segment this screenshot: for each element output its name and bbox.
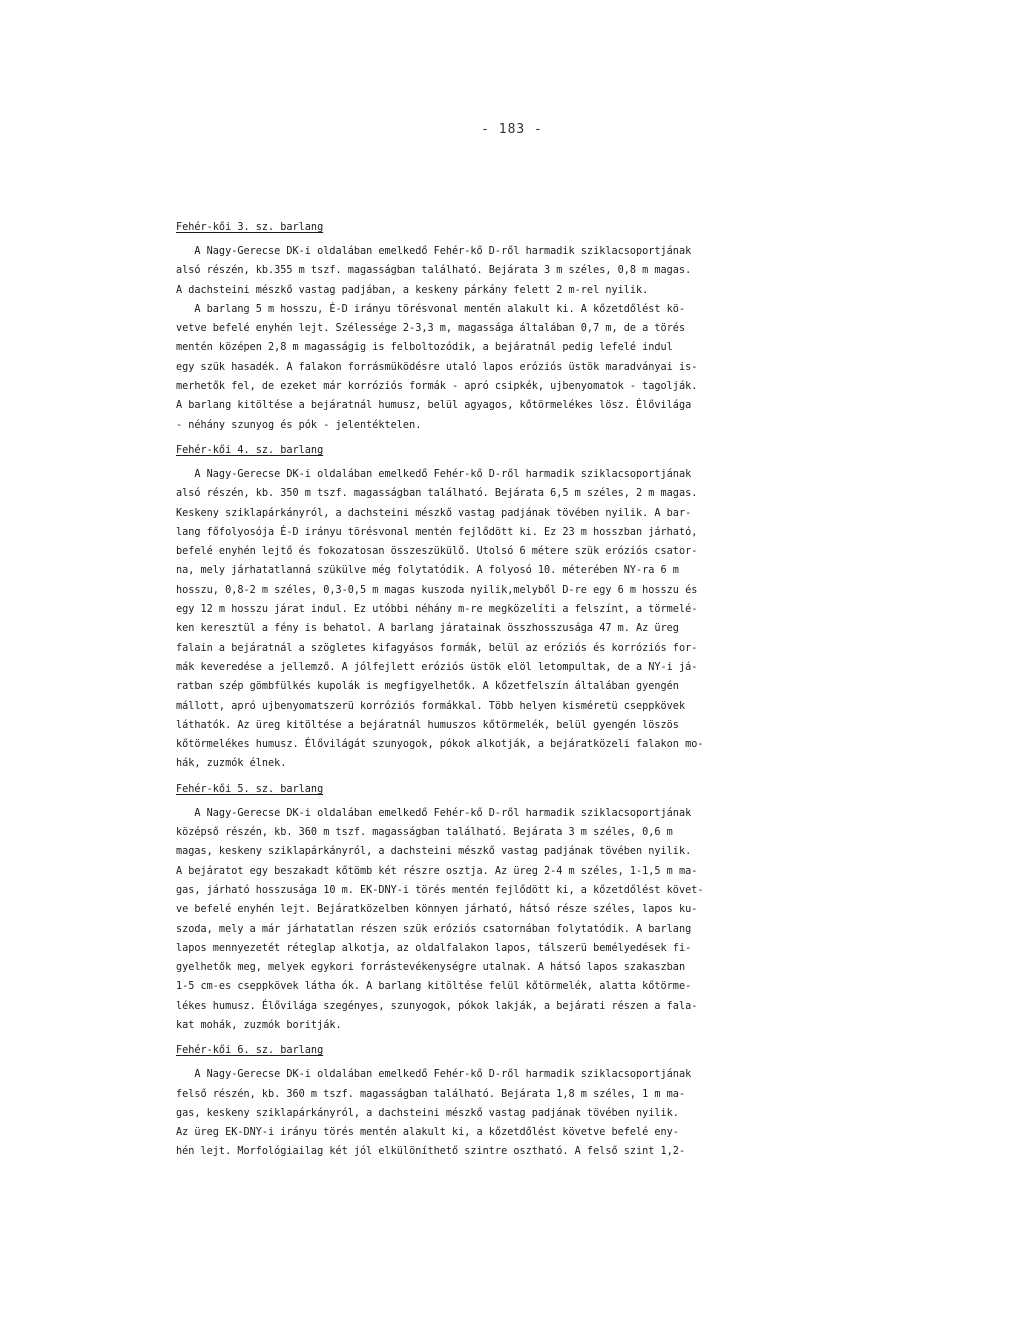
text-line: felső részén, kb. 360 m tszf. magasságban található. Bejárata 1,8 m széles, 1 m ma- [176, 1088, 686, 1100]
text-line: szoda, mely a már járhatatlan részen szük eróziós csatornában folytatódik. A barlang [176, 923, 692, 935]
text-line: Az üreg EK-DNY-i irányu törés mentén alakult ki, a kőzetdőlést követve befelé eny- [176, 1127, 679, 1139]
text-line: lékes humusz. Élővilága szegényes, szunyogok, pókok lakják, a bejárati részen a fala- [176, 1000, 698, 1012]
page-number: - 183 - [481, 122, 543, 137]
text-line: vetve befelé enyhén lejt. Szélessége 2-3,3 m, magassága általában 0,7 m, de a törés [176, 323, 686, 335]
section-cave-3 [176, 218, 846, 435]
text-line: lapos mennyezetét réteglap alkotja, az oldalfalakon lapos, tálszerü bemélyedések fi- [176, 942, 692, 954]
text-line: A dachsteini mészkő vastag padjában, a keskeny párkány felett 2 m-rel nyilik. [176, 284, 649, 296]
text-line: ken keresztül a fény is behatol. A barlang járatainak összhosszusága 47 m. Az üreg [176, 623, 679, 635]
text-line: Keskeny sziklapárkányról, a dachsteini mészkő vastag padjának tövében nyilik. A bar- [176, 507, 692, 519]
text-line: láthatók. Az üreg kitöltése a bejáratnál humuszos kőtörmelék, belül gyengén löszös [176, 719, 679, 731]
text-line: kat mohák, zuzmók boritják. [176, 1019, 342, 1031]
section-heading: Fehér-kői 4. sz. barlang [176, 444, 324, 456]
text-line: A Nagy-Gerecse DK-i oldalában emelkedő Fehér-kő D-ről harmadik sziklacsoportjának [176, 468, 692, 480]
text-line: gas, keskeny sziklapárkányról, a dachsteini mészkő vastag padjának tövében nyilik. [176, 1107, 679, 1119]
text-line: befelé enyhén lejtő és fokozatosan összeszükülő. Utolsó 6 métere szük eróziós csator- [176, 546, 698, 558]
text-line: ve befelé enyhén lejt. Bejáratközelben könnyen járható, hátsó része széles, lapos ku- [176, 904, 698, 916]
text-line: ratban szép gömbfülkés kupolák is megfigyelhetők. A kőzetfelszín általában gyengén [176, 681, 679, 693]
text-line: A Nagy-Gerecse DK-i oldalában emelkedő Fehér-kő D-ről harmadik sziklacsoportjának [176, 807, 692, 819]
section-heading: Fehér-kői 5. sz. barlang [176, 783, 324, 795]
text-line: egy 12 m hosszu járat indul. Ez utóbbi néhány m-re megközelíti a felszínt, a törmelé- [176, 604, 698, 616]
page-content [176, 218, 846, 1162]
text-line: kőtörmelékes humusz. Élővilágát szunyogok, pókok alkotják, a bejáratközeli falakon mo- [176, 739, 704, 751]
text-line: merhetők fel, de ezeket már korróziós formák - apró csipkék, ujbenyomatok - tagolják. [176, 381, 698, 393]
text-line: A barlang 5 m hosszu, É-D irányu törésvonal mentén alakult ki. A kőzetdőlést kö- [176, 303, 686, 315]
text-line: A bejáratot egy beszakadt kőtömb két részre osztja. Az üreg 2-4 m széles, 1-1,5 m ma- [176, 865, 698, 877]
text-line: hén lejt. Morfológiailag két jól elkülöníthető szintre osztható. A felső szint 1,2- [176, 1146, 686, 1158]
text-line: A Nagy-Gerecse DK-i oldalában emelkedő Fehér-kő D-ről harmadik sziklacsoportjának [176, 246, 692, 257]
section-cave-6 [176, 1041, 846, 1161]
text-line: mentén középen 2,8 m magasságig is felboltozódik, a bejáratnál pedig lefelé indul [176, 342, 673, 354]
text-line: mák keveredése a jellemző. A jólfejlett eróziós üstök elöl letompultak, de a NY-i já- [176, 661, 698, 673]
text-line: középső részén, kb. 360 m tszf. magasságban található. Bejárata 3 m széles, 0,6 m [176, 827, 673, 839]
text-line: lang főfolyosója É-D irányu törésvonal mentén fejlődött ki. Ez 23 m hosszban járható, [176, 526, 698, 538]
section-cave-5 [176, 780, 846, 1036]
text-line: gas, járható hosszusága 10 m. EK-DNY-i törés mentén fejlődött ki, a kőzetdőlést követ- [176, 884, 704, 896]
text-line: magas, keskeny sziklapárkányról, a dachsteini mészkő vastag padjának tövében nyilik. [176, 846, 692, 858]
text-line: hák, zuzmók élnek. [176, 758, 287, 770]
text-line: A Nagy-Gerecse DK-i oldalában emelkedő Fehér-kő D-ről harmadik sziklacsoportjának [176, 1069, 692, 1081]
text-line: falain a bejáratnál a szögletes kifagyásos formák, belül az eróziós és korróziós for- [176, 642, 698, 654]
text-line: hosszu, 0,8-2 m széles, 0,3-0,5 m magas kuszoda nyilik,melyből D-re egy 6 m hosszu és [176, 584, 698, 596]
text-line: A barlang kitöltése a bejáratnál humusz, belül agyagos, kőtörmelékes lösz. Élővilága [176, 400, 692, 412]
text-line: alsó részén, kb.355 m tszf. magasságban található. Bejárata 3 m széles, 0,8 m magas. [176, 265, 692, 277]
text-line: egy szük hasadék. A falakon forrásmüködésre utaló lapos eróziós üstök maradványai is- [176, 361, 698, 373]
text-line: na, mely járhatatlanná szükülve még folytatódik. A folyosó 10. méterében NY-ra 6 m [176, 565, 679, 577]
text-line: mállott, apró ujbenyomatszerü korróziós formákkal. Több helyen kisméretü cseppkövek [176, 700, 686, 712]
text-line: gyelhetők meg, melyek egykori forrástevékenységre utalnak. A hátsó lapos szakaszban [176, 962, 686, 974]
text-line: - néhány szunyog és pók - jelentéktelen. [176, 419, 422, 431]
section-heading: Fehér-kői 3. sz. barlang [176, 222, 324, 233]
section-heading: Fehér-kői 6. sz. barlang [176, 1045, 324, 1057]
text-line: 1-5 cm-es cseppkövek látha ók. A barlang kitöltése felül kőtörmelék, alatta kőtörme- [176, 981, 692, 993]
text-line: alsó részén, kb. 350 m tszf. magasságban található. Bejárata 6,5 m széles, 2 m magas. [176, 488, 698, 500]
section-cave-4 [176, 441, 846, 774]
